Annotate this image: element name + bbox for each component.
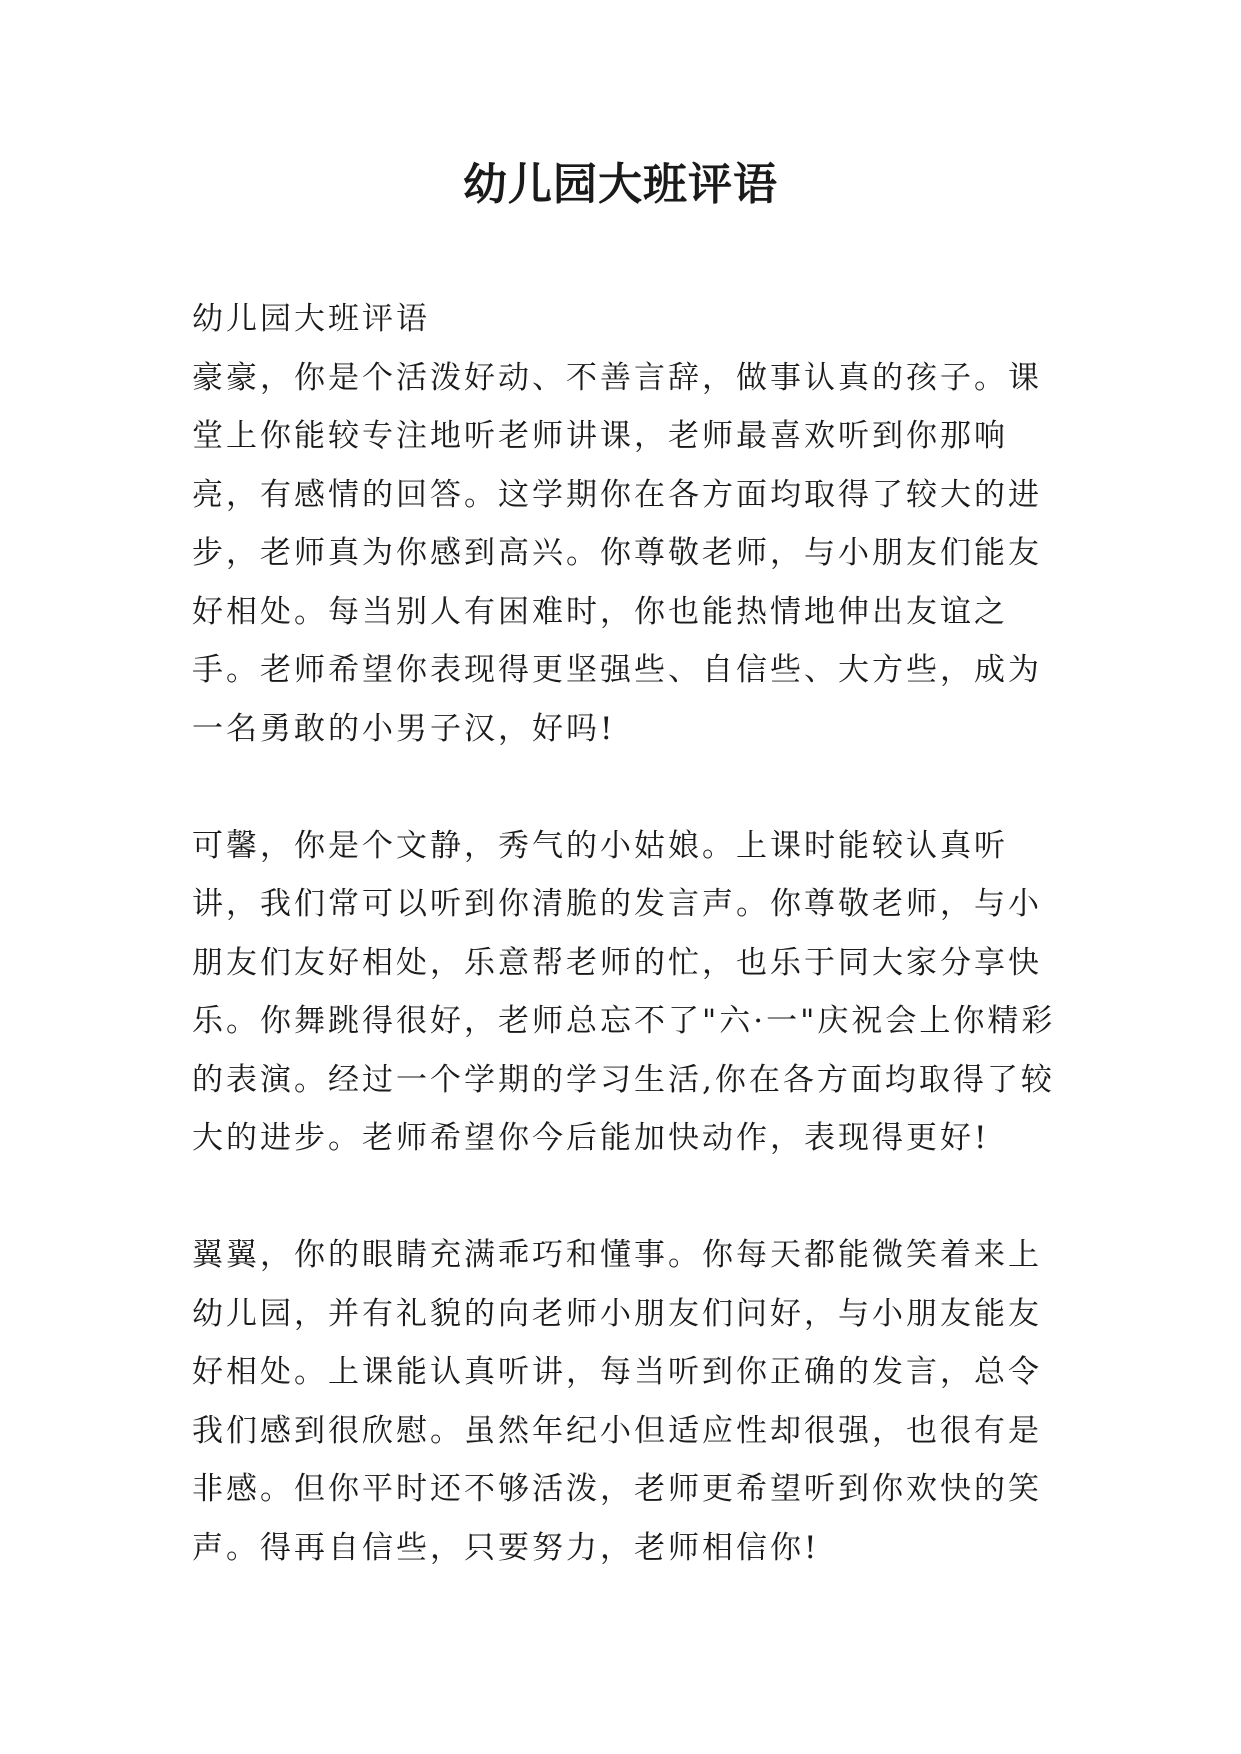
document-title: 幼儿园大班评语 bbox=[463, 159, 778, 210]
comment-paragraph-2: 可馨，你是个文静，秀气的小姑娘。上课时能较认真听讲，我们常可以听到你清脆的发言声。你尊敬老师，与小朋友们友好相处，乐意帮老师的忙，也乐于同大家分享快乐。你舞跳得很好，老师总忘不了"六·一"庆祝会上你精彩的表演。经过一个学期的学习生活,你在各方面均取得了较大的进步。老师希望你今后能加快动作，表现得更好! bbox=[192, 827, 1056, 1156]
document-subtitle: 幼儿园大班评语 bbox=[192, 301, 430, 337]
comment-paragraph-1: 豪豪，你是个活泼好动、不善言辞，做事认真的孩子。课堂上你能较专注地听老师讲课，老师最喜欢听到你那响亮，有感情的回答。这学期你在各方面均取得了较大的进步，老师真为你感到高兴。你尊敬老师，与小朋友们能友好相处。每当别人有困难时，你也能热情地伸出友谊之手。老师希望你表现得更坚强些、自信些、大方些，成为一名勇敢的小男子汉，好吗! bbox=[192, 359, 1042, 747]
comment-paragraph-3: 翼翼，你的眼睛充满乖巧和懂事。你每天都能微笑着来上幼儿园，并有礼貌的向老师小朋友们问好，与小朋友能友好相处。上课能认真听讲，每当听到你正确的发言，总令我们感到很欣慰。虽然年纪小但适应性却很强，也很有是非感。但你平时还不够活泼，老师更希望听到你欢快的笑声。得再自信些，只要努力，老师相信你! bbox=[192, 1237, 1042, 1566]
document-body bbox=[192, 290, 1062, 1577]
